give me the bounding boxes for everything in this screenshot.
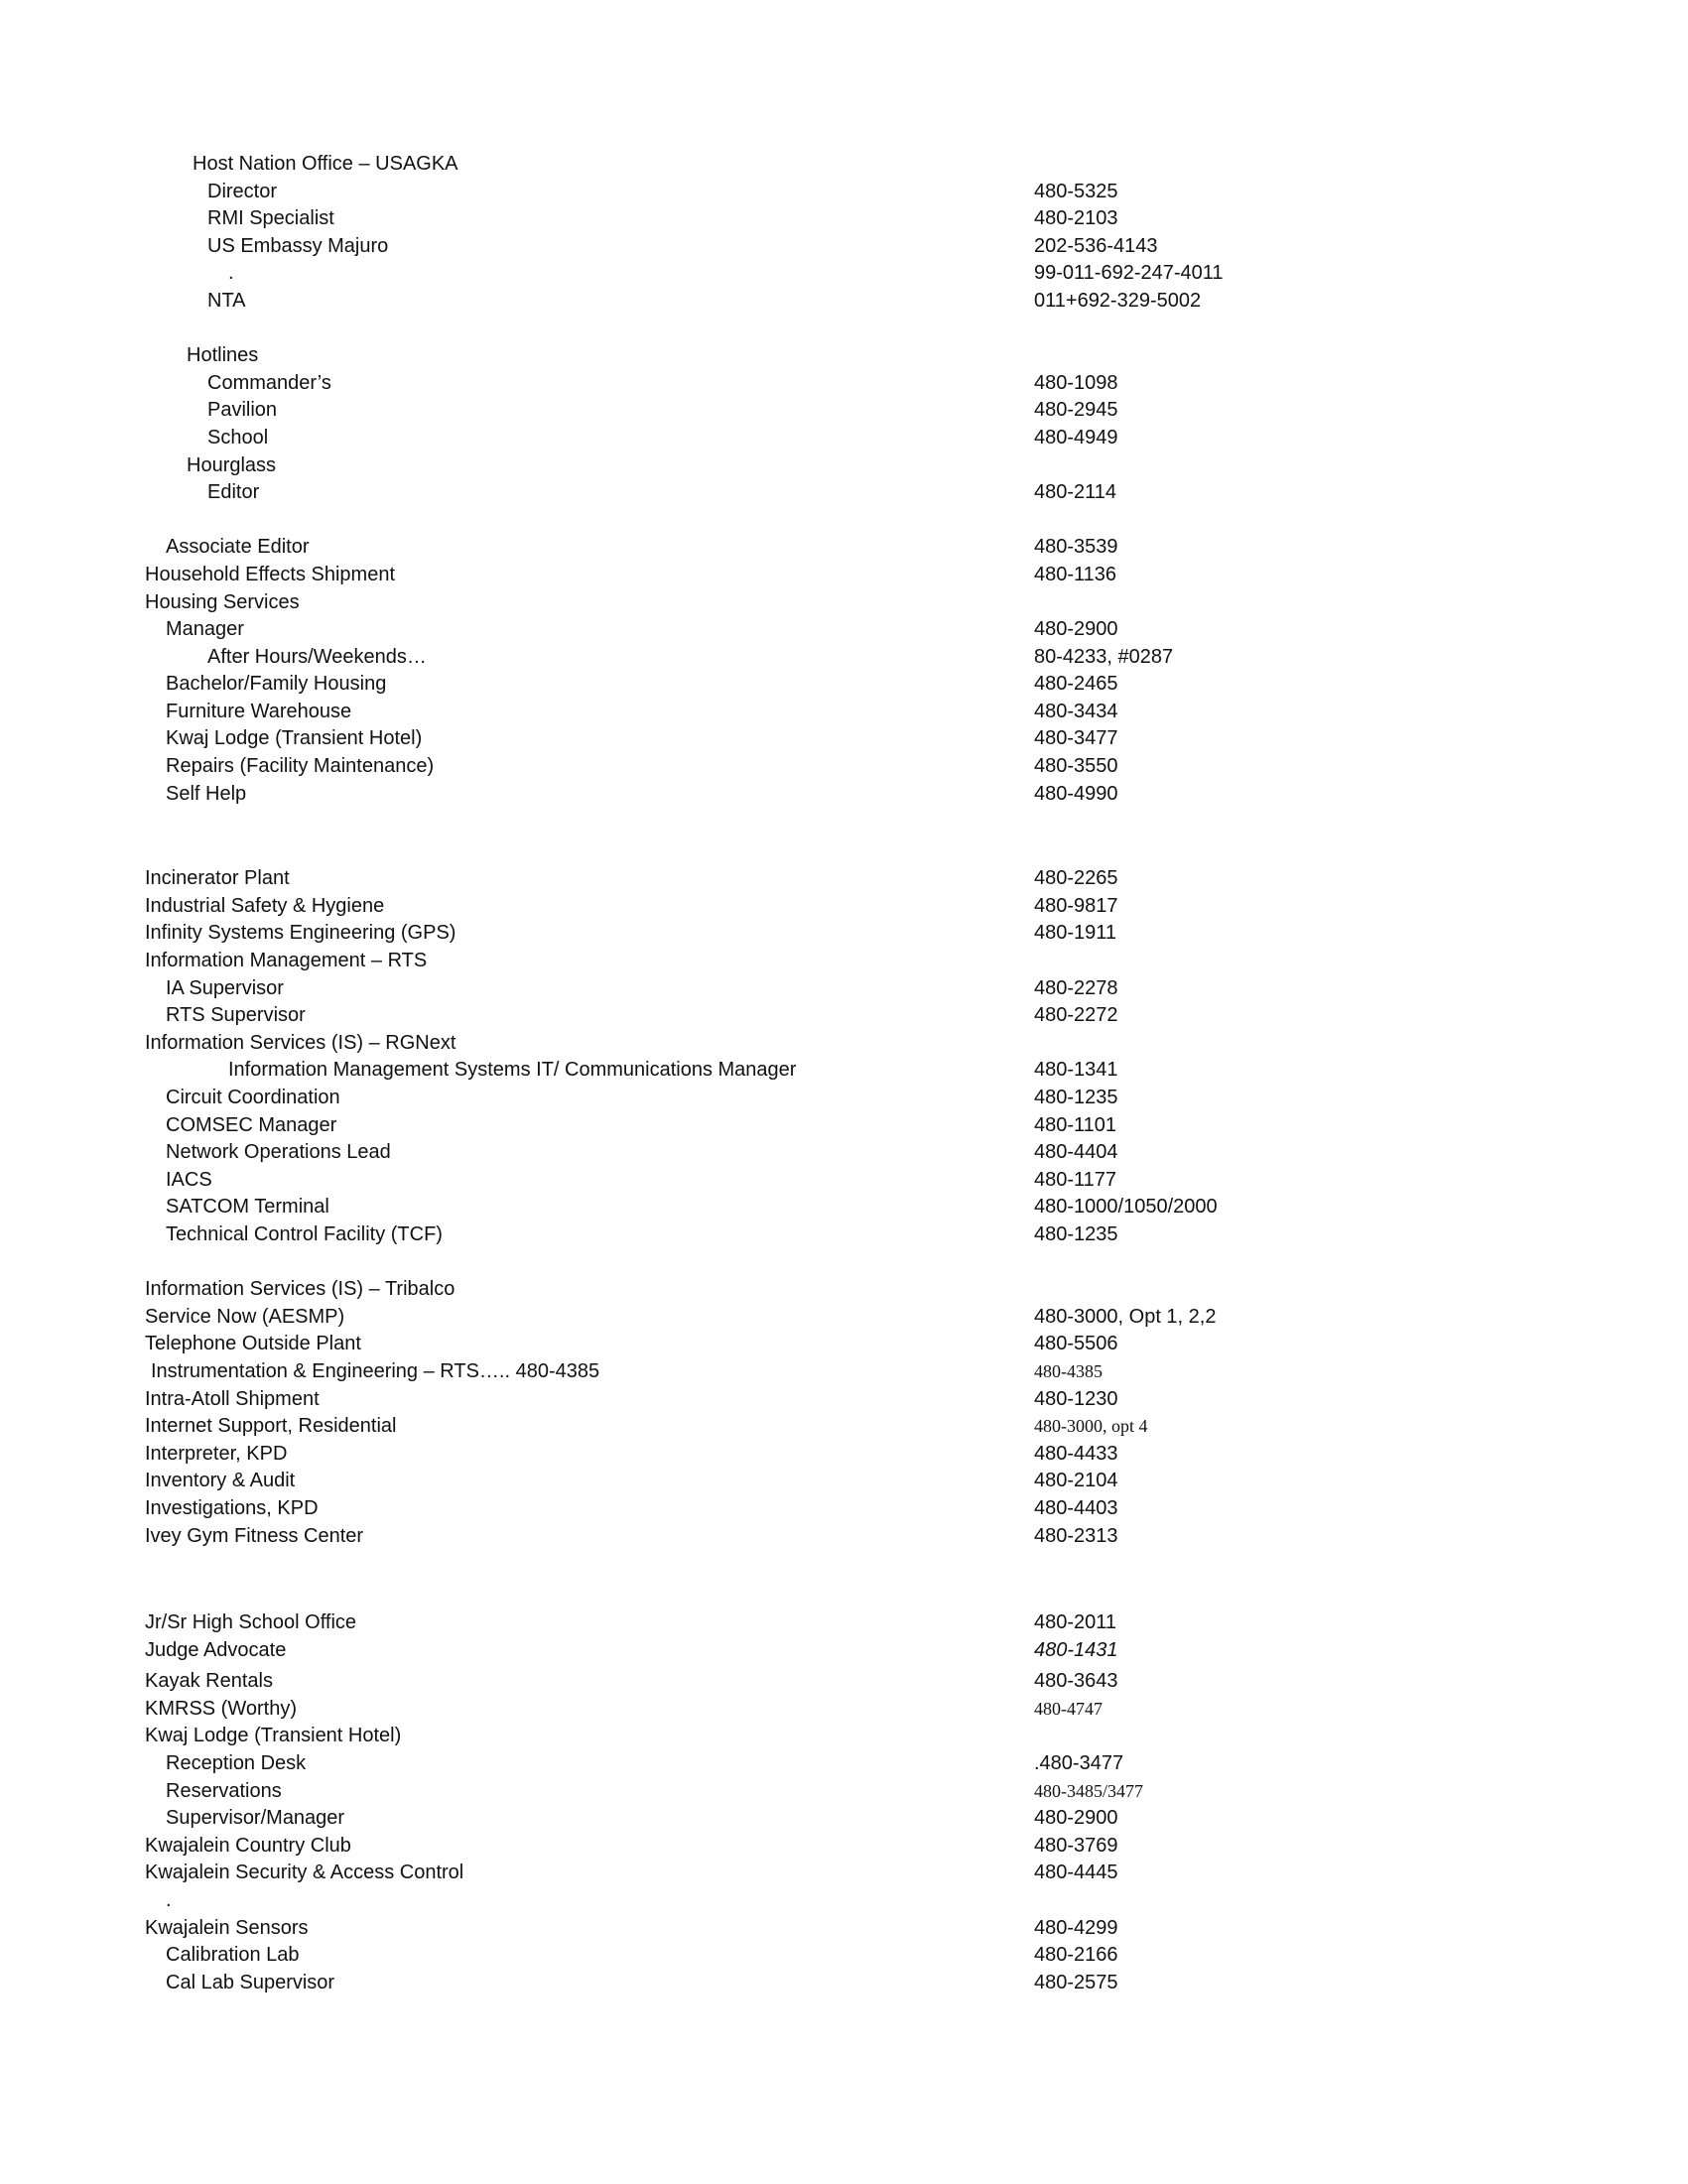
directory-entry (0, 179, 1688, 206)
entry-phone: 480-3000, opt 4 (1034, 1416, 1148, 1437)
entry-phone: 480-3769 (1034, 1834, 1118, 1857)
entry-phone: 480-3539 (1034, 536, 1118, 559)
directory-entry (0, 1386, 1688, 1414)
entry-name: Self Help (166, 782, 247, 805)
entry-name: Hourglass (187, 453, 277, 476)
directory-entry (0, 1750, 1688, 1778)
entry-phone: 011+692-329-5002 (1034, 289, 1202, 312)
directory-entry (0, 1304, 1688, 1332)
directory-entry (0, 1358, 1688, 1386)
entry-name: Host Nation Office – USAGKA (193, 153, 458, 175)
directory-entry (0, 644, 1688, 672)
section-spacer (0, 808, 1688, 865)
directory-entry (0, 671, 1688, 699)
directory-entry (0, 1085, 1688, 1112)
entry-name: . (228, 262, 234, 285)
entry-phone: 480-1341 (1034, 1059, 1118, 1082)
directory-entry (0, 1778, 1688, 1806)
entry-name: Instrumentation & Engineering – RTS….. 480-4385 (151, 1359, 600, 1382)
entry-name: Kwajalein Sensors (145, 1916, 309, 1939)
entry-phone: 480-1431 (1034, 1638, 1118, 1661)
entry-name: US Embassy Majuro (207, 234, 389, 257)
directory-entry (0, 893, 1688, 921)
entry-name: Manager (166, 618, 244, 641)
directory-entry (0, 616, 1688, 644)
entry-name: Kwaj Lodge (Transient Hotel) (145, 1725, 402, 1747)
entry-name: School (207, 426, 269, 449)
entry-phone: 480-2900 (1034, 618, 1118, 641)
directory-entry (0, 1668, 1688, 1696)
entry-phone: 480-1177 (1034, 1168, 1117, 1191)
directory-entry (0, 205, 1688, 233)
directory-entry (0, 452, 1688, 480)
directory-entry (0, 699, 1688, 726)
directory-entry (0, 425, 1688, 452)
directory-section (0, 342, 1688, 507)
directory-entry (0, 1495, 1688, 1523)
entry-phone: 480-2103 (1034, 207, 1118, 230)
entry-name: Intra-Atoll Shipment (145, 1387, 320, 1410)
directory-entry (0, 1805, 1688, 1833)
directory-entry (0, 288, 1688, 316)
entry-name: Calibration Lab (166, 1944, 300, 1967)
directory-entry (0, 1723, 1688, 1750)
entry-phone: 480-1098 (1034, 371, 1118, 394)
entry-name: Kwaj Lodge (Transient Hotel) (166, 727, 423, 750)
entry-name: Editor (207, 481, 260, 504)
directory-entry (0, 342, 1688, 370)
entry-name: KMRSS (Worthy) (145, 1697, 297, 1720)
entry-phone: 480-3000, Opt 1, 2,2 (1034, 1305, 1217, 1328)
entry-phone: 480-4404 (1034, 1141, 1118, 1164)
directory-entry (0, 1887, 1688, 1915)
entry-phone: 480-3434 (1034, 700, 1118, 722)
directory-section (0, 151, 1688, 316)
entry-phone: .480-3477 (1034, 1752, 1124, 1775)
entry-name: Infinity Systems Engineering (GPS) (145, 922, 456, 945)
entry-name: SATCOM Terminal (166, 1196, 329, 1219)
directory-section (0, 534, 1688, 808)
entry-phone: 480-2313 (1034, 1524, 1118, 1547)
entry-name: Repairs (Facility Maintenance) (166, 755, 435, 778)
entry-name: Network Operations Lead (166, 1141, 391, 1164)
entry-name: Commander’s (207, 371, 331, 394)
directory-entry (0, 781, 1688, 809)
entry-phone: 480-2945 (1034, 399, 1118, 422)
directory-entry (0, 1609, 1688, 1637)
entry-name: Inventory & Audit (145, 1470, 296, 1492)
directory-entry (0, 975, 1688, 1003)
entry-name: Industrial Safety & Hygiene (145, 894, 385, 917)
entry-name: Housing Services (145, 590, 300, 613)
entry-name: RMI Specialist (207, 207, 334, 230)
section-spacer (0, 1550, 1688, 1609)
entry-phone: 480-3477 (1034, 727, 1118, 750)
entry-phone: 480-2166 (1034, 1944, 1118, 1967)
directory-entry (0, 562, 1688, 589)
directory-entry (0, 1441, 1688, 1469)
entry-name: Internet Support, Residential (145, 1415, 397, 1438)
entry-name: RTS Supervisor (166, 1004, 306, 1027)
directory-entry (0, 233, 1688, 261)
entry-name: Pavilion (207, 399, 278, 422)
directory-entry (0, 1970, 1688, 1997)
entry-phone: 480-5506 (1034, 1333, 1118, 1355)
entry-name: Incinerator Plant (145, 867, 290, 890)
entry-phone: 480-4445 (1034, 1862, 1118, 1884)
entry-name: Household Effects Shipment (145, 563, 396, 585)
entry-phone: 480-1000/1050/2000 (1034, 1196, 1218, 1219)
entry-phone: 480-2011 (1034, 1611, 1117, 1634)
entry-phone: 480-5325 (1034, 180, 1118, 202)
directory-entry (0, 151, 1688, 179)
entry-name: . (166, 1889, 172, 1912)
entry-name: Kayak Rentals (145, 1670, 273, 1693)
directory-entry (0, 1860, 1688, 1887)
entry-name: Hotlines (187, 344, 259, 367)
directory-entry (0, 1915, 1688, 1943)
entry-name: Information Management Systems IT/ Communications Manager (228, 1059, 797, 1082)
directory-entry (0, 1833, 1688, 1861)
directory-entry (0, 1030, 1688, 1058)
entry-phone: 480-1230 (1034, 1387, 1118, 1410)
entry-name: Technical Control Facility (TCF) (166, 1222, 443, 1245)
entry-phone: 99-011-692-247-4011 (1034, 262, 1224, 285)
entry-name: Jr/Sr High School Office (145, 1611, 357, 1634)
directory-entry (0, 260, 1688, 288)
entry-phone: 480-4385 (1034, 1360, 1103, 1381)
entry-name: Bachelor/Family Housing (166, 673, 387, 696)
entry-phone: 480-9817 (1034, 894, 1118, 917)
entry-name: Ivey Gym Fitness Center (145, 1524, 364, 1547)
entry-phone: 480-1911 (1034, 922, 1117, 945)
section-spacer (0, 507, 1688, 535)
directory-section (0, 1276, 1688, 1550)
directory-entry (0, 1276, 1688, 1304)
entry-name: IACS (166, 1168, 212, 1191)
entry-name: Judge Advocate (145, 1638, 287, 1661)
directory-entry (0, 1139, 1688, 1167)
directory-entry (0, 753, 1688, 781)
entry-name: Service Now (AESMP) (145, 1305, 345, 1328)
entry-phone: 202-536-4143 (1034, 234, 1158, 257)
directory-entry (0, 920, 1688, 948)
entry-phone: 480-3550 (1034, 755, 1118, 778)
entry-phone: 480-4949 (1034, 426, 1118, 449)
directory-entry (0, 1331, 1688, 1358)
entry-name: Associate Editor (166, 536, 310, 559)
entry-name: Circuit Coordination (166, 1087, 340, 1108)
directory-entry (0, 534, 1688, 562)
entry-name: Reservations (166, 1779, 282, 1802)
entry-phone: 80-4233, #0287 (1034, 645, 1174, 668)
entry-phone: 480-4299 (1034, 1916, 1118, 1939)
entry-phone: 480-1101 (1034, 1113, 1117, 1136)
directory-entry (0, 1112, 1688, 1140)
entry-phone: 480-1235 (1034, 1087, 1118, 1108)
entry-phone: 480-2900 (1034, 1807, 1118, 1830)
directory-entry (0, 479, 1688, 507)
entry-phone: 480-1136 (1034, 563, 1117, 585)
entry-phone: 480-3643 (1034, 1670, 1118, 1693)
directory-entry (0, 1221, 1688, 1249)
entry-name: After Hours/Weekends… (207, 645, 427, 668)
entry-name: Information Management – RTS (145, 950, 428, 972)
directory-entry (0, 1523, 1688, 1551)
directory-section (0, 1668, 1688, 1996)
directory-entry (0, 589, 1688, 617)
entry-name: Supervisor/Manager (166, 1807, 345, 1830)
entry-phone: 480-1235 (1034, 1222, 1118, 1245)
directory-entry (0, 1696, 1688, 1724)
entry-name: Interpreter, KPD (145, 1442, 288, 1465)
entry-phone: 480-2272 (1034, 1004, 1118, 1027)
entry-phone: 480-3485/3477 (1034, 1780, 1143, 1801)
entry-name: Investigations, KPD (145, 1496, 319, 1519)
entry-phone: 480-2278 (1034, 976, 1118, 999)
entry-name: Information Services (IS) – Tribalco (145, 1278, 455, 1301)
entry-name: Telephone Outside Plant (145, 1333, 361, 1355)
entry-phone: 480-2465 (1034, 673, 1118, 696)
directory-entry (0, 1002, 1688, 1030)
entry-name: Director (207, 180, 278, 202)
entry-name: Kwajalein Country Club (145, 1834, 351, 1857)
directory-entry (0, 1468, 1688, 1495)
directory-entry (0, 370, 1688, 398)
directory-entry (0, 865, 1688, 893)
entry-phone: 480-4747 (1034, 1698, 1103, 1719)
directory-entry (0, 1637, 1688, 1665)
entry-phone: 480-2265 (1034, 867, 1118, 890)
entry-name: Furniture Warehouse (166, 700, 352, 722)
directory-entry (0, 1194, 1688, 1221)
phone-directory (0, 151, 1688, 1996)
directory-entry (0, 1413, 1688, 1441)
entry-name: COMSEC Manager (166, 1113, 337, 1136)
directory-entry (0, 397, 1688, 425)
entry-phone: 480-2114 (1034, 481, 1117, 504)
entry-phone: 480-2575 (1034, 1971, 1118, 1993)
directory-entry (0, 1167, 1688, 1195)
directory-entry (0, 725, 1688, 753)
entry-phone: 480-4433 (1034, 1442, 1118, 1465)
section-spacer (0, 316, 1688, 343)
entry-phone: 480-4990 (1034, 782, 1118, 805)
entry-name: NTA (207, 289, 246, 312)
directory-section (0, 1609, 1688, 1664)
entry-name: IA Supervisor (166, 976, 284, 999)
entry-name: Reception Desk (166, 1752, 307, 1775)
entry-phone: 480-4403 (1034, 1496, 1118, 1519)
entry-name: Cal Lab Supervisor (166, 1971, 335, 1993)
entry-phone: 480-2104 (1034, 1470, 1118, 1492)
directory-entry (0, 1057, 1688, 1085)
section-spacer (0, 1249, 1688, 1277)
directory-entry (0, 948, 1688, 975)
directory-section (0, 865, 1688, 1248)
entry-name: Information Services (IS) – RGNext (145, 1031, 456, 1054)
directory-entry (0, 1942, 1688, 1970)
entry-name: Kwajalein Security & Access Control (145, 1862, 464, 1884)
